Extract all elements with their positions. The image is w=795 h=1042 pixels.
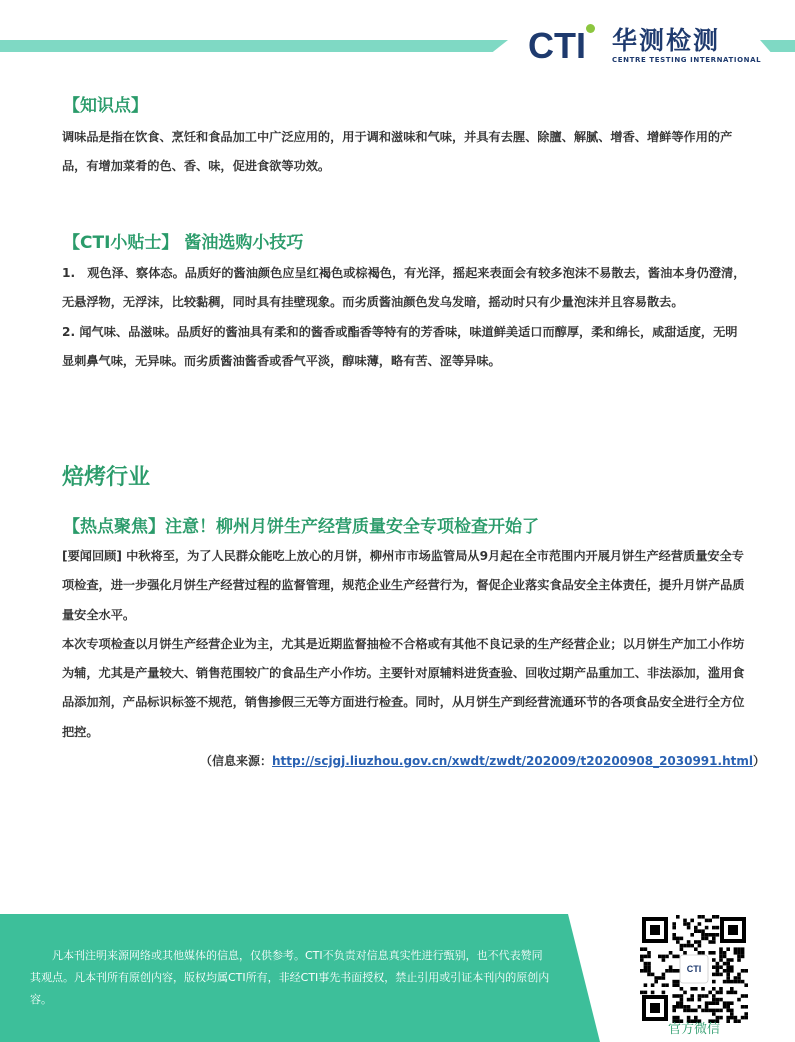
header-band-left <box>0 40 508 52</box>
footer-disclaimer: 凡本刊注明来源网络或其他媒体的信息，仅供参考。CTI不负责对信息真实性进行甄别，也不代表赞同其观点。凡本刊所有原创内容，版权均属CTI所有，非经CTI事先书面授权，禁止引用或引证本刊内的原创内容。 <box>30 949 550 1006</box>
qr-center-logo: CTI <box>686 964 702 974</box>
logo-dot-icon <box>586 24 595 33</box>
knowledge-heading: 【知识点】 <box>63 96 148 116</box>
hot-topic-body <box>62 542 746 747</box>
qr-label: 官方微信 <box>667 1022 720 1037</box>
knowledge-paragraph: 调味品是指在饮食、烹饪和食品加工中广泛应用的，用于调和滋味和气味，并具有去腥、除膻、解腻、增香、增鲜等作用的产品，有增加菜肴的色、香、味，促进食欲等功效。 <box>62 130 733 174</box>
header-band-right <box>760 40 795 52</box>
tips-body <box>62 259 746 376</box>
info-source <box>200 752 765 769</box>
logo-letters: CTI <box>528 25 586 66</box>
tips-item-2: 2. 闻气味、品滋味。品质好的酱油具有柔和的酱香或酯香等特有的芳香味，味道鲜美适口而醇厚，柔和绵长，咸甜适度，无明显刺鼻气味，无异味。而劣质酱油酱香或香气平淡，醇味薄，略有苦、涩等异味。 <box>62 324 738 368</box>
cti-logo <box>528 24 762 68</box>
tips-heading: 【CTI小贴士】 酱油选购小技巧 <box>63 233 304 253</box>
tips-item-1: 1. 观色泽、察体态。品质好的酱油颜色应呈红褐色或棕褐色，有光泽，摇起来表面会有较多泡沫不易散去，酱油本身仍澄清，无悬浮物，无浮沫，比较黏稠，同时具有挂壁现象。而劣质酱油颜色发乌发暗，摇动时只有少量泡沫并且容易散去。 <box>62 266 746 310</box>
source-suffix: ） <box>752 754 765 768</box>
logo-chinese-name: 华测检测 <box>612 26 721 55</box>
hot-topic-heading: 【热点聚焦】注意！柳州月饼生产经营质量安全专项检查开始了 <box>63 517 539 537</box>
logo-english-name: CENTRE TESTING INTERNATIONAL <box>612 56 762 64</box>
industry-title: 焙烤行业 <box>62 465 151 490</box>
source-prefix: （信息来源： <box>200 754 273 768</box>
source-link[interactable]: http://scjgj.liuzhou.gov.cn/xwdt/zwdt/202009/t20200908_2030991.html <box>272 754 753 768</box>
wechat-qr-code[interactable] <box>640 915 748 1023</box>
inspection-paragraph: 本次专项检查以月饼生产经营企业为主，尤其是近期监督抽检不合格或有其他不良记录的生产经营企业；以月饼生产加工小作坊为辅，尤其是产量较大、销售范围较广的食品生产小作坊。主要针对原辅料进货查验、回收过期产品重加工、非法添加，滥用食品添加剂，产品标识标签不规范，销售掺假三无等方面进行检查。同时，从月饼生产到经营流通环节的各项食品安全进行全方位把控。 <box>62 636 745 739</box>
knowledge-body <box>62 123 746 182</box>
news-review-paragraph: [要闻回顾] 中秋将至，为了人民群众能吃上放心的月饼，柳州市市场监管局从9月起在全市范围内开展月饼生产经营质量安全专项检查，进一步强化月饼生产经营过程的监督管理，规范企业生产经营行为，督促企业落实食品安全主体责任，提升月饼产品质量安全水平。 <box>62 549 745 622</box>
